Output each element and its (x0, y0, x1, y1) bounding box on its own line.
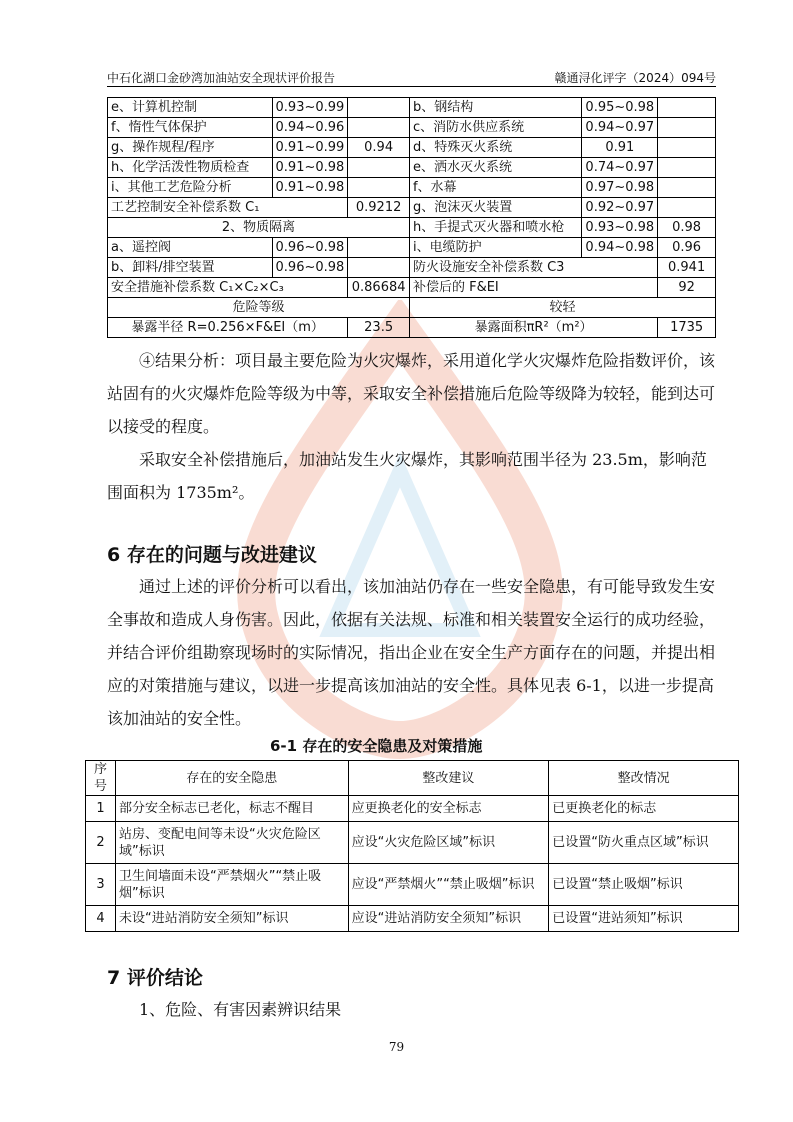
row-label: g、泡沫灭火装置 (409, 198, 581, 218)
c3-value: 0.941 (658, 258, 716, 278)
table-row (108, 158, 716, 178)
section-6-paragraph: 通过上述的评价分析可以看出，该加油站仍存在一些安全隐患，有可能导致发生安全事故和造成人身伤害。因此，依据有关法规、标准和相关装置安全运行的成功经验，并结合评价组勘察现场时的实际情况，指出企业在安全生产方面存在的问题，并提出相应的对策措施与建议，以进一步提高该加油站的安全性。具体见表 6-1，以进一步提高该加油站的安全性。 (107, 577, 716, 728)
row-number: 4 (86, 906, 116, 932)
row-label: f、惰性气体保护 (108, 118, 273, 138)
row-label: e、计算机控制 (108, 98, 273, 118)
row-label: e、洒水灭火系统 (409, 158, 581, 178)
section-6-heading: 6 存在的问题与改进建议 (107, 544, 317, 566)
row-value: 0.91 (582, 138, 658, 158)
column-header: 序号 (86, 761, 116, 796)
area-value: 1735 (658, 318, 716, 338)
isolation-title: 2、物质隔离 (108, 218, 410, 238)
status-cell: 已设置“禁止吸烟”标识 (549, 864, 739, 906)
section-7-item: 1、危险、有害因素辨识结果 (139, 1000, 342, 1019)
table-row (108, 238, 716, 258)
row-number: 2 (86, 822, 116, 864)
table-row (108, 298, 716, 318)
row-label: h、化学活泼性物质检查 (108, 158, 273, 178)
row-value: 0.94~0.97 (582, 118, 658, 138)
row-label: f、水幕 (409, 178, 581, 198)
table-row (86, 822, 739, 864)
fei-label: 补偿后的 F&EI (409, 278, 657, 298)
row-label: b、卸料/排空装置 (108, 258, 273, 278)
area-label: 暴露面积πR²（m²） (409, 318, 657, 338)
column-header: 整改建议 (348, 761, 549, 796)
row-value: 0.93~0.98 (582, 218, 658, 238)
row-value: 0.96~0.98 (272, 238, 348, 258)
issue-cell: 站房、变配电间等未设“火灾危险区域”标识 (115, 822, 348, 864)
row-label: d、特殊灭火系统 (409, 138, 581, 158)
fei-value: 92 (658, 278, 716, 298)
row-value: 0.74~0.97 (582, 158, 658, 178)
issue-cell: 卫生间墙面未设“严禁烟火”“禁止吸烟”标识 (115, 864, 348, 906)
row-value: 0.91~0.99 (272, 138, 348, 158)
radius-label: 暴露半径 R=0.256×F&EI（m） (108, 318, 348, 338)
column-header: 存在的安全隐患 (115, 761, 348, 796)
analysis-paragraph: ④结果分析：项目最主要危险为火灾爆炸，采用道化学火灾爆炸危险指数评价，该站固有的火灾爆炸危险等级为中等，采取安全补偿措施后危险等级降为较轻，能到达可以接受的程度。 (107, 351, 716, 436)
column-header: 整改情况 (549, 761, 739, 796)
row-value: 0.92~0.97 (582, 198, 658, 218)
page-number: 79 (388, 1040, 405, 1054)
suggestion-cell: 应设“火灾危险区域”标识 (348, 822, 549, 864)
table-row (108, 318, 716, 338)
row-label: g、操作规程/程序 (108, 138, 273, 158)
radius-value: 23.5 (348, 318, 410, 338)
row-selected-value: 0.94 (348, 138, 410, 158)
row-label: i、其他工艺危险分析 (108, 178, 273, 198)
table-row (108, 218, 716, 238)
table-row (108, 98, 716, 118)
header-report-title: 中石化湖口金砂湾加油站安全现状评价报告 (107, 71, 336, 85)
table-row (108, 138, 716, 158)
row-label: a、遥控阀 (108, 238, 273, 258)
section-7-heading: 7 评价结论 (107, 967, 203, 989)
status-cell: 已更换老化的标志 (549, 796, 739, 822)
row-label: i、电缆防护 (409, 238, 581, 258)
row-value: 0.93~0.99 (272, 98, 348, 118)
analysis-impact-paragraph: 采取安全补偿措施后，加油站发生火灾爆炸，其影响范围半径为 23.5m，影响范围面积为 1735m²。 (107, 450, 707, 502)
row-value: 0.91~0.98 (272, 178, 348, 198)
suggestion-cell: 应更换老化的安全标志 (348, 796, 549, 822)
status-cell: 已设置“进站须知”标识 (549, 906, 739, 932)
page-header (107, 69, 716, 87)
table-row (108, 178, 716, 198)
table-row (86, 864, 739, 906)
danger-level-value: 较轻 (409, 298, 715, 318)
table-row (108, 198, 716, 218)
c3-label: 防火设施安全补偿系数 C3 (409, 258, 657, 278)
c1-label: 工艺控制安全补偿系数 C₁ (108, 198, 348, 218)
suggestion-cell: 应设“进站消防安全须知”标识 (348, 906, 549, 932)
row-value: 0.96~0.98 (272, 258, 348, 278)
status-cell: 已设置“防火重点区域”标识 (549, 822, 739, 864)
row-label: c、消防水供应系统 (409, 118, 581, 138)
table-row (108, 278, 716, 298)
danger-level-label: 危险等级 (108, 298, 410, 318)
row-selected-value: 0.96 (658, 238, 716, 258)
row-number: 1 (86, 796, 116, 822)
table-header-row (86, 761, 739, 796)
row-value: 0.94~0.98 (582, 238, 658, 258)
issue-cell: 未设“进站消防安全须知”标识 (115, 906, 348, 932)
table-row (108, 118, 716, 138)
row-value: 0.94~0.96 (272, 118, 348, 138)
c1-value: 0.9212 (348, 198, 410, 218)
row-value: 0.95~0.98 (582, 98, 658, 118)
row-label: b、钢结构 (409, 98, 581, 118)
row-number: 3 (86, 864, 116, 906)
row-value: 0.97~0.98 (582, 178, 658, 198)
issue-cell: 部分安全标志已老化，标志不醒目 (115, 796, 348, 822)
table-6-1-caption: 6-1 存在的安全隐患及对策措施 (270, 737, 483, 755)
table-row (86, 796, 739, 822)
table-row (86, 906, 739, 932)
row-value: 0.91~0.98 (272, 158, 348, 178)
fei-compensation-table (107, 97, 716, 338)
header-report-number: 赣通浔化评字（2024）094号 (554, 71, 716, 85)
issues-table (85, 760, 739, 932)
total-value: 0.86684 (348, 278, 410, 298)
table-row (108, 258, 716, 278)
suggestion-cell: 应设“严禁烟火”“禁止吸烟”标识 (348, 864, 549, 906)
total-label: 安全措施补偿系数 C₁×C₂×C₃ (108, 278, 348, 298)
row-label: h、手提式灭火器和喷水枪 (409, 218, 581, 238)
row-selected-value: 0.98 (658, 218, 716, 238)
